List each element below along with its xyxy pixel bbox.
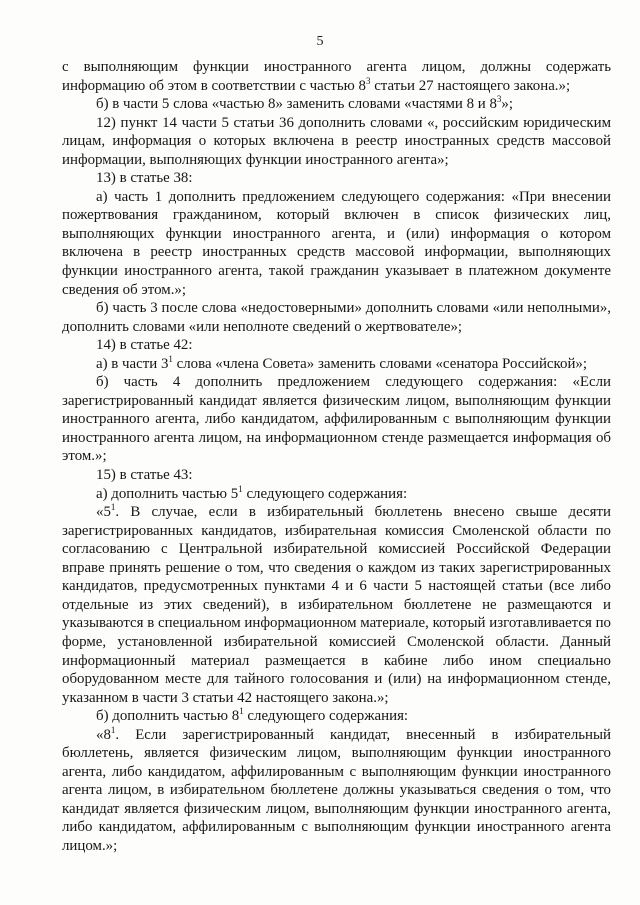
page-number: 5 [316,34,324,49]
paragraph: «$8^1$. Если зарегистрированный кандидат, внесенный в избирательный бюллетень, является физическим лицом, выполняющим функции иностранного агента, либо кандидатом, аффилированным с выполняющим функции иностранного агента лицом, в избирательном бюллетене должны указываться сведения о том, что кандидат является физическим лицом, выполняющим функции иностранного агента, либо кандидатом, аффилированным с выполняющим функции иностранного агента лицом.»; [62,724,611,854]
paragraph: б) в части 5 слова «частью 8» заменить словами «частями 8 и $8^3$»; [96,94,513,113]
paragraph: а) дополнить частью $5^1$ следующего содержания: [96,483,408,502]
paragraph: 12) пункт 14 части 5 статьи 36 дополнить словами «, российским юридическим лицам, информация о которых включена в реестр иностранных средств массовой информации, выполняющих функции иностранного агента»; [62,114,611,168]
paragraph: б) часть 3 после слова «недостоверными» дополнить словами «или неполными», дополнить словами «или неполноте сведений о жертвователе»; [62,300,611,335]
paragraph: 14) в статье 42: [96,337,193,354]
paragraph: б) дополнить частью $8^1$ следующего содержания: [96,706,409,725]
paragraph: «$5^1$. В случае, если в избирательный бюллетень внесено свыше десяти зарегистрированных кандидатов, избирательная комиссия Смоленской области по согласованию с Центральной избирательной комиссией Российской Федерации вправе принять решение о том, что сведения о каждом из таких зарегистрированных кандидатов, предусмотренных пунктами 4 и 6 части 5 настоящей статьи (все либо отдельные из этих сведений), в избирательном бюллетене не размещаются и указываются в специальном информационном материале, который изготавливается по форме, установленной избирательной комиссией Смоленской области. Данный информационный материал размещается в кабине либо ином специально оборудованном месте для тайного голосования и (или) на информационном стенде, указанном в части 3 статьи 42 настоящего закона.»; [62,502,611,706]
paragraph: а) в части $3^1$ слова «члена Совета» заменить словами «сенатора Российской»; [96,353,588,372]
paragraph: а) часть 1 дополнить предложением следующего содержания: «При внесении пожертвования гражданином, который включен в список физических лиц, выполняющих функции иностранного агента, и (или) информация о котором включена в реестр иностранных средств массовой информации, выполняющих функции иностранного агента, такой гражданин указывает в платежном документе сведения об этом.»; [62,188,611,298]
paragraph: б) часть 4 дополнить предложением следующего содержания: «Если зарегистрированный кандидат является физическим лицом, выполняющим функции иностранного агента, либо кандидатом, аффилированным с выполняющим функции иностранного агента лицом, на информационном стенде размещается информация об этом.»; [62,374,611,465]
document-body [62,58,611,856]
paragraph: 15) в статье 43: [96,467,193,484]
paragraph: с выполняющим функции иностранного агента лицом, должны содержать информацию об этом в соответствии с частью $8^3$ статьи 27 настоящего закона.»; [62,59,611,94]
paragraph: 13) в статье 38: [96,170,193,187]
